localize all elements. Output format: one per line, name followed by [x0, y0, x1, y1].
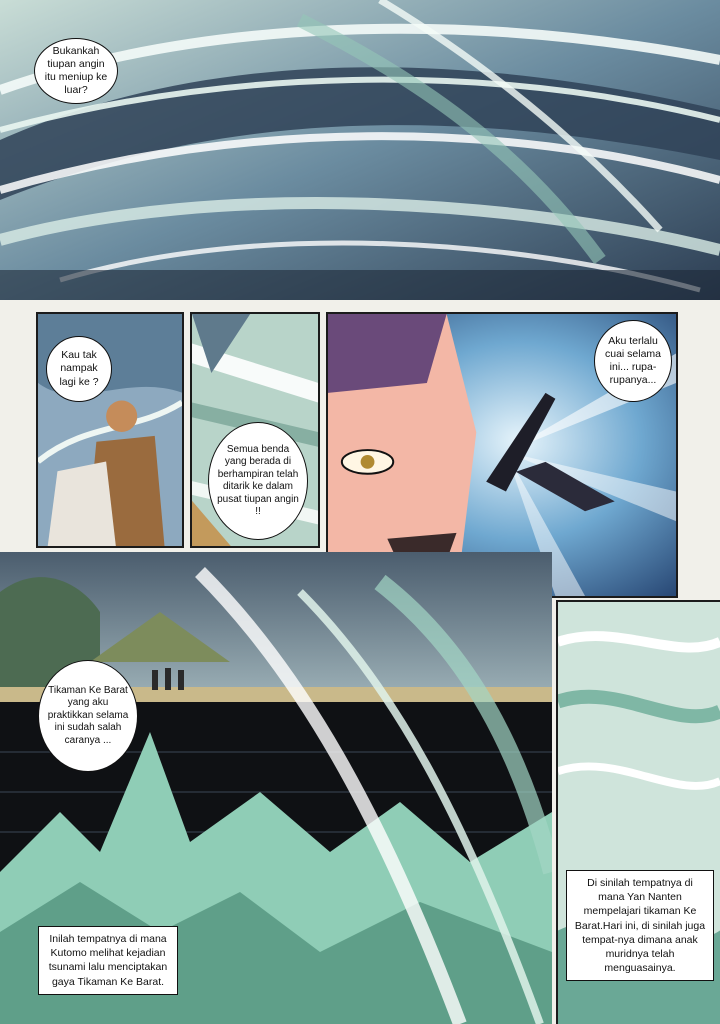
panel-bottom-right — [556, 600, 720, 1024]
panel-middle-left — [36, 312, 184, 548]
caption-box-left: Inilah tempatnya di mana Kutomo melihat kejadian tsunami lalu menciptakan gaya Tikaman Ke Barat. — [38, 926, 178, 995]
panel-middle-center — [190, 312, 320, 548]
speech-bubble-bottom: Tikaman Ke Barat yang aku praktikkan selama ini sudah salah caranya ... — [38, 660, 138, 772]
panel-bottom-left — [0, 552, 552, 1024]
speech-bubble-middle-right: Aku terlalu cuai selama ini... rupa-rupanya... — [594, 320, 672, 402]
speech-bubble-middle-center: Semua benda yang berada di berhampiran telah ditarik ke dalam pusat tiupan angin !! — [208, 422, 308, 540]
panel-top-whirlwind — [0, 0, 720, 300]
speech-bubble-top: Bukankah tiupan angin itu meniup ke luar? — [34, 38, 118, 104]
caption-box-right: Di sinilah tempatnya di mana Yan Nanten mempelajari tikaman Ke Barat.Hari ini, di sinilah juga tempat-nya dimana anak muridnya telah menguasainya. — [566, 870, 714, 981]
speech-bubble-middle-left: Kau tak nampak lagi ke ? — [46, 336, 112, 402]
